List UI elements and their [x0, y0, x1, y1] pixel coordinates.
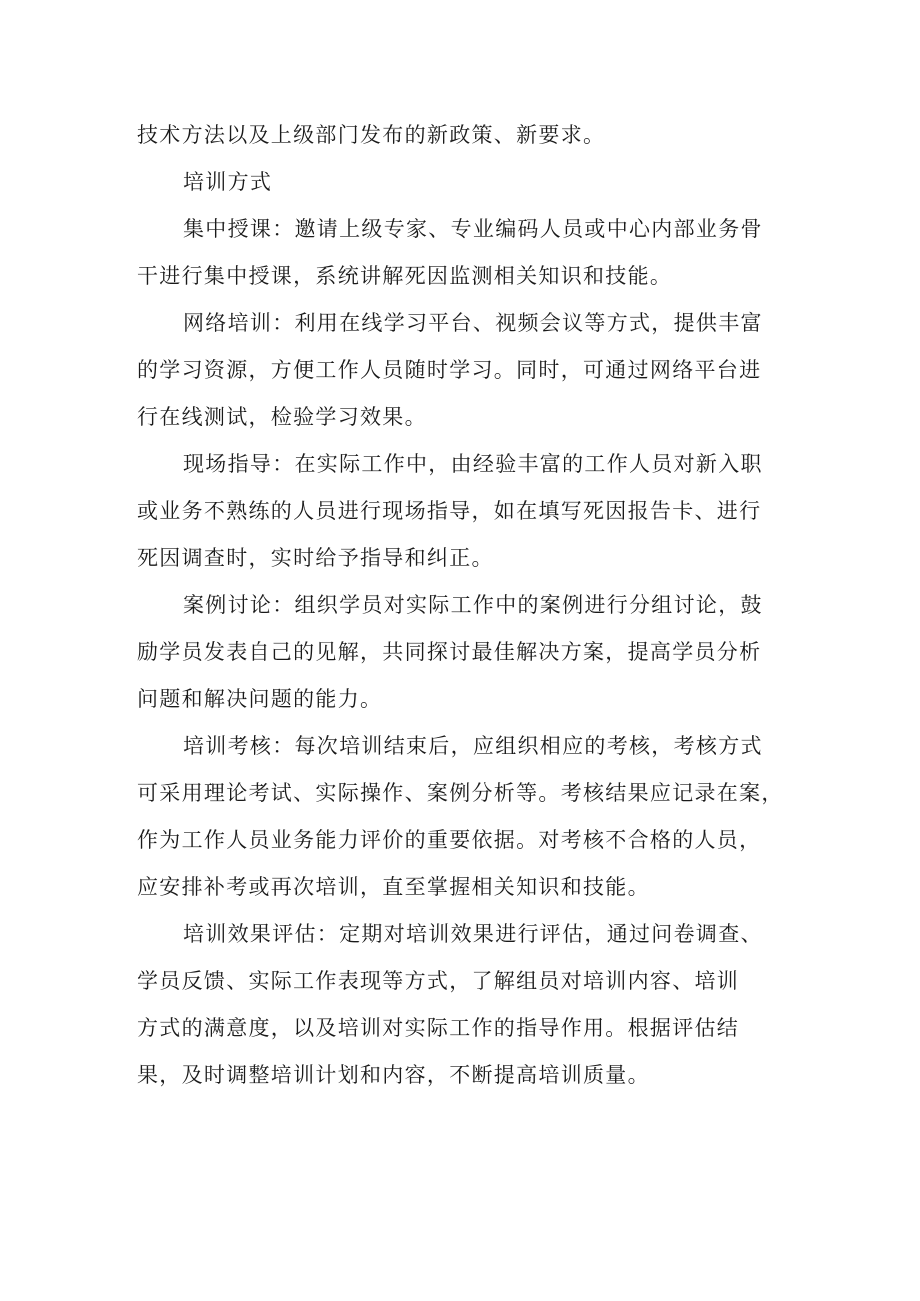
paragraph-case-discussion	[137, 582, 797, 723]
text-line: 网络培训：利用在线学习平台、视频会议等方式，提供丰富	[183, 311, 763, 335]
text-line: 学员反馈、实际工作表现等方式，了解组员对培训内容、培训	[137, 969, 740, 993]
text-line: 或业务不熟练的人员进行现场指导，如在填写死因报告卡、进行	[137, 499, 762, 523]
text-line: 果，及时调整培训计划和内容，不断提高培训质量。	[137, 1063, 650, 1087]
paragraph-on-site-guidance	[137, 441, 797, 582]
text-line: 作为工作人员业务能力评价的重要依据。对考核不合格的人员，	[137, 828, 762, 852]
text-line: 培训考核：每次培训结束后，应组织相应的考核，考核方式	[183, 734, 763, 758]
paragraph-intro-continuation	[137, 112, 797, 159]
text-line: 行在线测试，检验学习效果。	[137, 405, 427, 429]
section-heading-training-methods	[137, 159, 797, 206]
text-line: 的学习资源，方便工作人员随时学习。同时，可通过网络平台进	[137, 358, 762, 382]
text-line: 现场指导：在实际工作中，由经验丰富的工作人员对新入职	[183, 452, 763, 476]
document-body	[137, 112, 797, 1099]
text-line: 干进行集中授课，系统讲解死因监测相关知识和技能。	[137, 264, 673, 288]
paragraph-centralized-lectures	[137, 206, 797, 300]
text-line: 死因调查时，实时给予指导和纠正。	[137, 546, 494, 570]
text-line: 应安排补考或再次培训，直至掌握相关知识和技能。	[137, 875, 650, 899]
paragraph-online-training	[137, 300, 797, 441]
paragraph-effect-evaluation	[137, 911, 797, 1099]
paragraph-training-assessment	[137, 723, 797, 911]
text-line: 励学员发表自己的见解，共同探讨最佳解决方案，提高学员分析	[137, 640, 762, 664]
text-line: 问题和解决问题的能力。	[137, 687, 383, 711]
text-line: 培训效果评估：定期对培训效果进行评估，通过问卷调查、	[183, 922, 763, 946]
text-line: 集中授课：邀请上级专家、专业编码人员或中心内部业务骨	[183, 217, 763, 241]
text-line: 培训方式	[183, 170, 273, 194]
text-line: 可采用理论考试、实际操作、案例分析等。考核结果应记录在案，	[137, 781, 784, 805]
text-line: 技术方法以及上级部门发布的新政策、新要求。	[137, 123, 606, 147]
text-line: 案例讨论：组织学员对实际工作中的案例进行分组讨论，鼓	[183, 593, 763, 617]
text-line: 方式的满意度，以及培训对实际工作的指导作用。根据评估结	[137, 1016, 740, 1040]
